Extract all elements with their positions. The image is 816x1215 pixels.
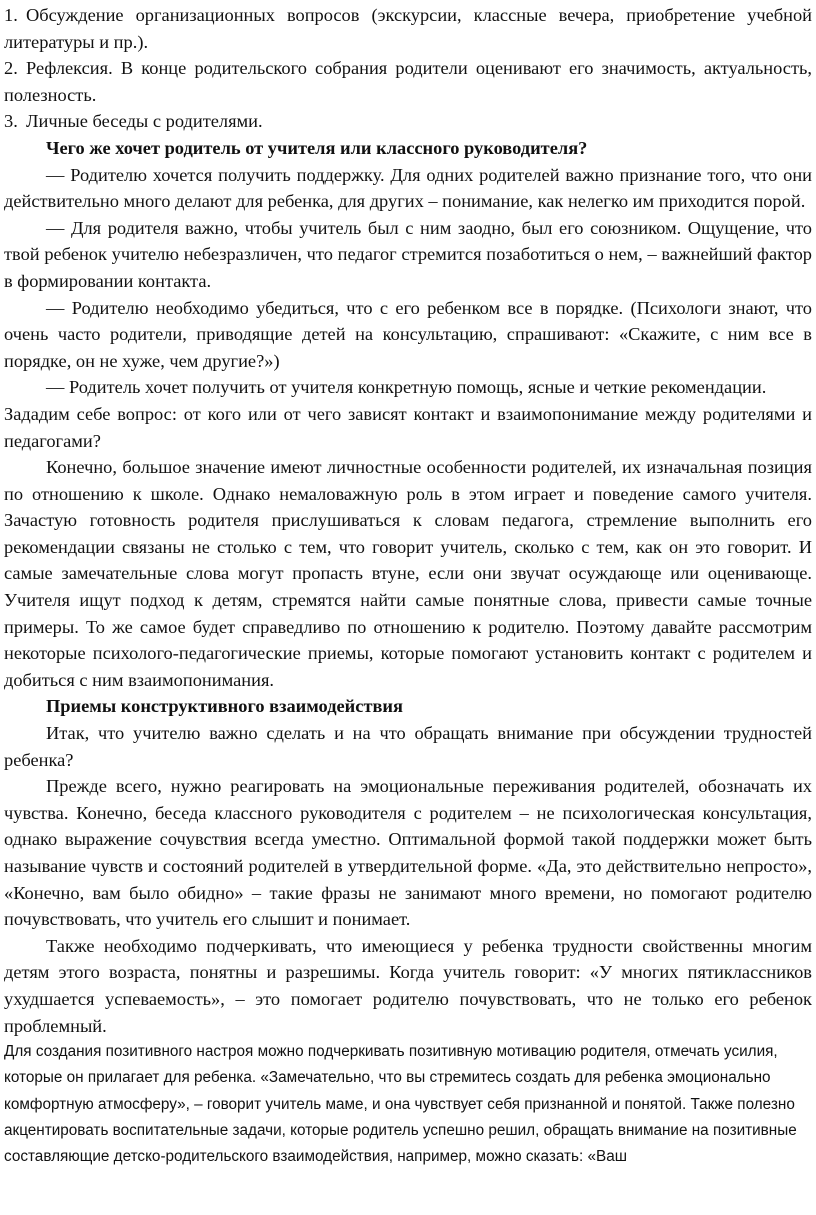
paragraph-support: — Родителю хочется получить поддержку. Для одних родителей важно признание того, что они действительно много делают для ребенка, для других – понимание, как нелегко им приходится порой. (4, 164, 812, 212)
paragraph-emotions: Прежде всего, нужно реагировать на эмоциональные переживания родителей, обозначать их чувства. Конечно, беседа классного руководителя с родителем – не психологическая консультация, однако выражение сочувствия всегда уместно. Оптимальной формой такой поддержки может быть называние чувств и состояний родителей в утвердительной форме. «Да, это действительно непросто», «Конечно, вам было обидно» – такие фразы не занимают много времени, но помогают родителю почувствовать, что учитель его слышит и понимает. (4, 776, 812, 930)
list-item-3 (4, 108, 812, 135)
list-number: 2. (4, 58, 18, 79)
list-text: Рефлексия. В конце родительского собрания родители оценивают его значимость, актуальность, полезность. (4, 58, 812, 105)
paragraph-techniques-intro: Итак, что учителю важно сделать и на что обращать внимание при обсуждении трудностей ребенка? (4, 723, 812, 770)
paragraph-question: Зададим себе вопрос: от кого или от чего зависят контакт и взаимопонимание между родителями и педагогами? (4, 403, 812, 451)
section-heading-techniques: Приемы конструктивного взаимодействия (46, 696, 403, 717)
list-item-2 (4, 55, 812, 108)
list-item-1 (4, 2, 812, 55)
list-number: 3. (4, 111, 18, 132)
paragraph-contact: Конечно, большое значение имеют личностные особенности родителей, их изначальная позиция по отношению к школе. Однако немаловажную роль в этом играет и поведение самого учителя. Зачастую готовность родителя прислушиваться к словам педагога, стремление выполнить его рекомендации связаны не столько с тем, что говорит учитель, сколько с тем, как он это говорит. И самые замечательные слова могут пропасть втуне, если они звучат осуждающе или оценивающе. Учителя ищут подход к детям, стремятся найти самые понятные слова, привести самые точные примеры. То же самое будет справедливо по отношению к родителю. Поэтому давайте рассмотрим некоторые психолого-педагогические приемы, которые помогают установить контакт с родителем и добиться с ним взаимопонимания. (4, 457, 812, 690)
paragraph-help: — Родитель хочет получить от учителя конкретную помощь, ясные и четкие рекомендации. (46, 377, 767, 398)
paragraph-common-difficulties: Также необходимо подчеркивать, что имеющиеся у ребенка трудности свойственны многим детям этого возраста, понятны и разрешимы. Когда учитель говорит: «У многих пятиклассников ухудшается успеваемость», – это помогает родителю почувствовать, что не только его ребенок проблемный. (4, 935, 812, 1036)
paragraph-reassurance: — Родителю необходимо убедиться, что с его ребенком все в порядке. (Психологи знают, что очень часто родители, приводящие детей на консультацию, спрашивают: «Скажите, с ним все в порядке, он не хуже, чем другие?») (4, 297, 812, 371)
list-text: Обсуждение организационных вопросов (экскурсии, классные вечера, приобретение учебной литературы и пр.). (4, 5, 812, 52)
list-number: 1. (4, 5, 18, 25)
paragraph-positive-mood: Для создания позитивного настроя можно подчеркивать позитивную мотивацию родителя, отмечать усилия, которые он прилагает для ребенка. «Замечательно, что вы стремитесь создать для ребенка эмоционально комфортную атмосферу», – говорит учитель маме, и она чувствует себя признанной и понятой. Также полезно акцентировать воспитательные задачи, которые родитель успешно решил, обращать внимание на позитивные составляющие детско-родительского взаимодействия, например, можно сказать: «Ваш (4, 1043, 797, 1165)
list-text: Личные беседы с родителями. (26, 111, 263, 132)
paragraph-ally: — Для родителя важно, чтобы учитель был с ним заодно, был его союзником. Ощущение, что твой ребенок учителю небезразличен, что педагог стремится позаботиться о нем, – важнейший фактор в формировании контакта. (4, 217, 812, 291)
document-body (4, 2, 812, 1039)
section-heading-parent-wants: Чего же хочет родитель от учителя или классного руководителя? (46, 137, 588, 158)
